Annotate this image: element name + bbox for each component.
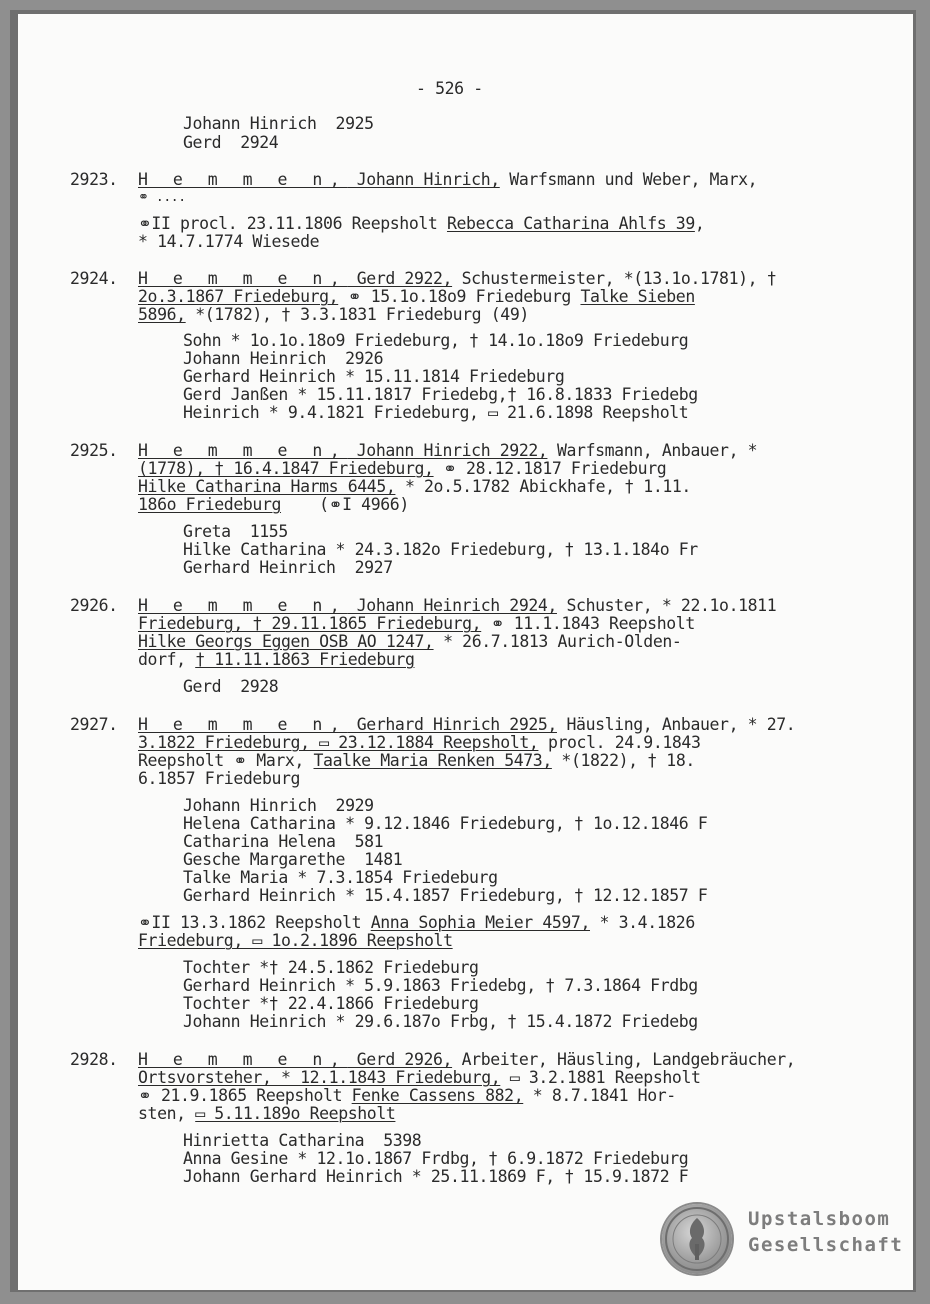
given-name: Johann Heinrich 2924,: [347, 596, 557, 615]
entry-heading: [138, 597, 776, 615]
entry-details: *(1822), † 18.: [551, 751, 695, 770]
given-name: Gerd 2922,: [347, 269, 453, 288]
surname: H e m m e n,: [138, 269, 348, 288]
entry-details: ⚭ 11.1.1843 Reepsholt: [481, 614, 695, 633]
marriage-line: [138, 932, 453, 950]
surname: H e m m e n,: [138, 715, 348, 734]
struck-text: 3.1822 Friedeburg, ▭ 23.12.1884 Reepsholt,: [138, 733, 539, 752]
entry-details: Reepsholt ⚭ Marx,: [138, 751, 314, 770]
entry-line: [138, 1105, 395, 1123]
spouse-name: Anna Sophia Meier 4597,: [370, 913, 590, 932]
entry-details: ⚭ 21.9.1865 Reepsholt: [138, 1086, 352, 1105]
given-name: Gerd 2926,: [347, 1050, 453, 1069]
child-line: Johann Heinrich 2926: [183, 349, 384, 368]
entry-details: sten,: [138, 1104, 196, 1123]
entry-line: [138, 734, 701, 752]
surname: H e m m e n,: [138, 596, 348, 615]
marriage-details: ⚭II 13.3.1862 Reepsholt: [138, 913, 371, 932]
entry-number: 2924.: [70, 269, 118, 288]
child-line: Johann Heinrich * 29.6.187o Frbg, † 15.4.1872 Friedebg: [183, 1012, 698, 1031]
entry-line: [138, 1069, 701, 1087]
entry-details: ▭ 3.2.1881 Reepsholt: [500, 1068, 701, 1087]
given-name: Johann Hinrich 2922,: [347, 441, 548, 460]
entry-line: [138, 460, 666, 478]
entry-line: [138, 752, 695, 770]
entry-number: 2928.: [70, 1050, 118, 1069]
entry-heading: [138, 171, 757, 189]
entry-heading: [138, 442, 757, 460]
surname: H e m m e n,: [138, 441, 348, 460]
entry-details: ⚭ 15.1o.18o9 Friedeburg: [338, 287, 581, 306]
marriage-line: [138, 215, 704, 233]
child-line: Tochter *† 22.4.1866 Friedeburg: [183, 994, 479, 1013]
society-logo: [658, 1204, 910, 1280]
child-line: Johann Hinrich 2929: [183, 796, 374, 815]
child-line: Gesche Margarethe 1481: [183, 850, 403, 869]
child-line: Greta 1155: [183, 522, 288, 541]
spouse-name: Fenke Cassens 882,: [351, 1086, 524, 1105]
spouse-name: 5896,: [138, 305, 186, 324]
spouse-name: Talke Sieben: [580, 287, 695, 306]
marriage-details: ,: [694, 214, 705, 233]
intro-child: Johann Hinrich 2925: [183, 114, 374, 133]
entry-details: * 2o.5.1782 Abickhafe, † 1.11.: [395, 477, 691, 496]
given-name: Gerhard Hinrich 2925,: [347, 715, 557, 734]
child-line: Gerd Janßen * 15.11.1817 Friedebg,† 16.8.1833 Friedebg: [183, 385, 698, 404]
entry-line: [138, 496, 409, 514]
struck-text: 186o Friedeburg: [138, 495, 282, 514]
child-line: Gerhard Heinrich * 15.11.1814 Friedeburg: [183, 367, 565, 386]
entry-line: [138, 306, 529, 324]
struck-text: † 11.11.1863 Friedeburg: [195, 650, 415, 669]
entry-number: 2923.: [70, 170, 118, 189]
document-page: [18, 14, 913, 1290]
entry-heading: [138, 1051, 795, 1069]
entry-line: [138, 288, 695, 306]
seal-icon: [662, 1204, 732, 1274]
entry-number: 2925.: [70, 441, 118, 460]
given-name: Johann Hinrich,: [347, 170, 500, 189]
entry-details: ⚭ 28.12.1817 Friedeburg: [433, 459, 667, 478]
entry-details: Häusling, Anbauer, * 27.: [556, 715, 796, 734]
entry-heading: [138, 716, 795, 734]
entry-details: Arbeiter, Häusling, Landgebräucher,: [452, 1050, 796, 1069]
spouse-name: Hilke Catharina Harms 6445,: [138, 477, 396, 496]
struck-text: Friedeburg, † 29.11.1865 Friedeburg,: [138, 614, 482, 633]
page-number: - 526 -: [416, 79, 483, 98]
entry-details: Warfsmann und Weber, Marx,: [499, 170, 758, 189]
child-line: Helena Catharina * 9.12.1846 Friedeburg, † 1o.12.1846 F: [183, 814, 708, 833]
entry-details: Schustermeister, *(13.1o.1781), †: [452, 269, 777, 288]
child-line: Talke Maria * 7.3.1854 Friedeburg: [183, 868, 498, 887]
child-line: Tochter *† 24.5.1862 Friedeburg: [183, 958, 479, 977]
child-line: Gerhard Heinrich * 5.9.1863 Friedebg, † 7.3.1864 Frdbg: [183, 976, 698, 995]
entry-heading: [138, 270, 776, 288]
struck-text: Friedeburg, ▭ 1o.2.1896 Reepsholt: [138, 931, 453, 950]
entry-details: dorf,: [138, 650, 196, 669]
logo-text-line2: Gesellschaft: [748, 1234, 904, 1256]
child-line: Anna Gesine * 12.1o.1867 Frdbg, † 6.9.1872 Friedeburg: [183, 1149, 689, 1168]
entry-number: 2927.: [70, 715, 118, 734]
struck-text: (1778), † 16.4.1847 Friedeburg,: [138, 459, 434, 478]
entry-details: *(1782), † 3.3.1831 Friedeburg (49): [185, 305, 529, 324]
entry-line: ⚭ ....: [138, 190, 186, 205]
struck-text: ▭ 5.11.189o Reepsholt: [195, 1104, 396, 1123]
child-line: Gerd 2928: [183, 677, 279, 696]
child-line: Sohn * 1o.1o.18o9 Friedeburg, † 14.1o.18o9 Friedeburg: [183, 331, 689, 350]
entry-details: (⚭I 4966): [281, 495, 409, 514]
child-line: Hinrietta Catharina 5398: [183, 1131, 422, 1150]
entry-number: 2926.: [70, 596, 118, 615]
entry-details: procl. 24.9.1843: [538, 733, 701, 752]
entry-line: [138, 478, 691, 496]
entry-line: [138, 651, 414, 669]
child-line: Gerhard Heinrich * 15.4.1857 Friedeburg, † 12.12.1857 F: [183, 886, 708, 905]
surname: H e m m e n,: [138, 170, 348, 189]
entry-details: * 8.7.1841 Hor-: [523, 1086, 676, 1105]
child-line: Catharina Helena 581: [183, 832, 384, 851]
entry-details: * 26.7.1813 Aurich-Olden-: [433, 632, 682, 651]
entry-line: 6.1857 Friedeburg: [138, 769, 301, 788]
child-line: Hilke Catharina * 24.3.182o Friedeburg, † 13.1.184o Fr: [183, 540, 698, 559]
child-line: Heinrich * 9.4.1821 Friedeburg, ▭ 21.6.1898 Reepsholt: [183, 403, 689, 422]
logo-text-line1: Upstalsboom: [748, 1208, 891, 1230]
entry-line: [138, 1087, 676, 1105]
surname: H e m m e n,: [138, 1050, 348, 1069]
marriage-details: * 3.4.1826: [590, 913, 695, 932]
entry-details: Schuster, * 22.1o.1811: [556, 596, 777, 615]
spouse-name: Rebecca Catharina Ahlfs 39: [446, 214, 695, 233]
spouse-name: Taalke Maria Renken 5473,: [313, 751, 552, 770]
marriage-details: ⚭II procl. 23.11.1806 Reepsholt: [138, 214, 447, 233]
struck-text: Ortsvorsteher, * 12.1.1843 Friedeburg,: [138, 1068, 501, 1087]
struck-text: 2o.3.1867 Friedeburg,: [138, 287, 339, 306]
entry-line: [138, 633, 681, 651]
marriage-line: * 14.7.1774 Wiesede: [138, 232, 320, 251]
marriage-line: [138, 914, 695, 932]
entry-line: [138, 615, 695, 633]
child-line: Gerhard Heinrich 2927: [183, 558, 393, 577]
intro-child: Gerd 2924: [183, 133, 279, 152]
spouse-name: Hilke Georgs Eggen OSB AO 1247,: [138, 632, 434, 651]
child-line: Johann Gerhard Heinrich * 25.11.1869 F, † 15.9.1872 F: [183, 1167, 689, 1186]
entry-details: Warfsmann, Anbauer, *: [547, 441, 758, 460]
